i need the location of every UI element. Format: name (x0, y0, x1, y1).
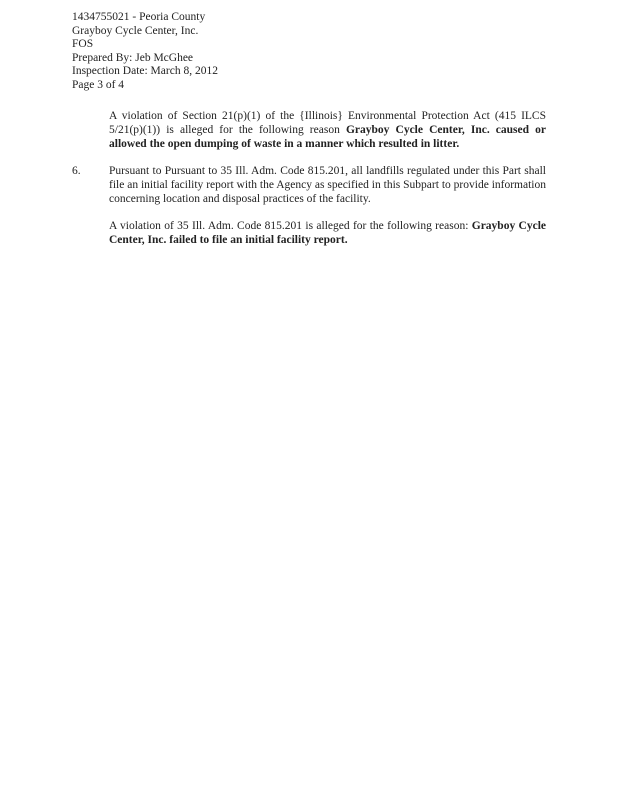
header-case-line: 1434755021 - Peoria County (72, 11, 206, 23)
item-6-text: Pursuant to Pursuant to 35 Ill. Adm. Code 815.201, all landfills regulated under this Part shall file an initial facility report with the Agency as specified in this Subpart to provide information concerning location and disposal practices of the facility. (109, 165, 546, 205)
violation-paragraph-2 (109, 219, 546, 247)
header-prepared-by: Prepared By: Jeb McGhee (72, 51, 194, 64)
header-inspection-date: Inspection Date: March 8, 2012 (72, 65, 218, 78)
violation-text-1: A violation of Section 21(p)(1) of the {Illinois} Environmental Protection Act (415 ILCS 5/21(p)(1)) is alleged for the following reason (109, 110, 546, 136)
violation-reason-2: Grayboy Cycle Center, Inc. failed to file an initial facility report. (109, 220, 547, 246)
page-header (72, 11, 218, 93)
header-page-number: Page 3 of 4 (72, 78, 125, 91)
violation-reason-1: Grayboy Cycle Center, Inc. caused or allowed the open dumping of waste in a manner which resulted in litter. (109, 124, 547, 150)
violation-text-2: A violation of 35 Ill. Adm. Code 815.201 is alleged for the following reason: (109, 220, 469, 232)
item-number-6: 6. (72, 165, 81, 177)
header-facility-line: Grayboy Cycle Center, Inc. (72, 24, 199, 37)
header-fos-line: FOS (72, 38, 94, 51)
violation-paragraph-1 (109, 109, 546, 151)
